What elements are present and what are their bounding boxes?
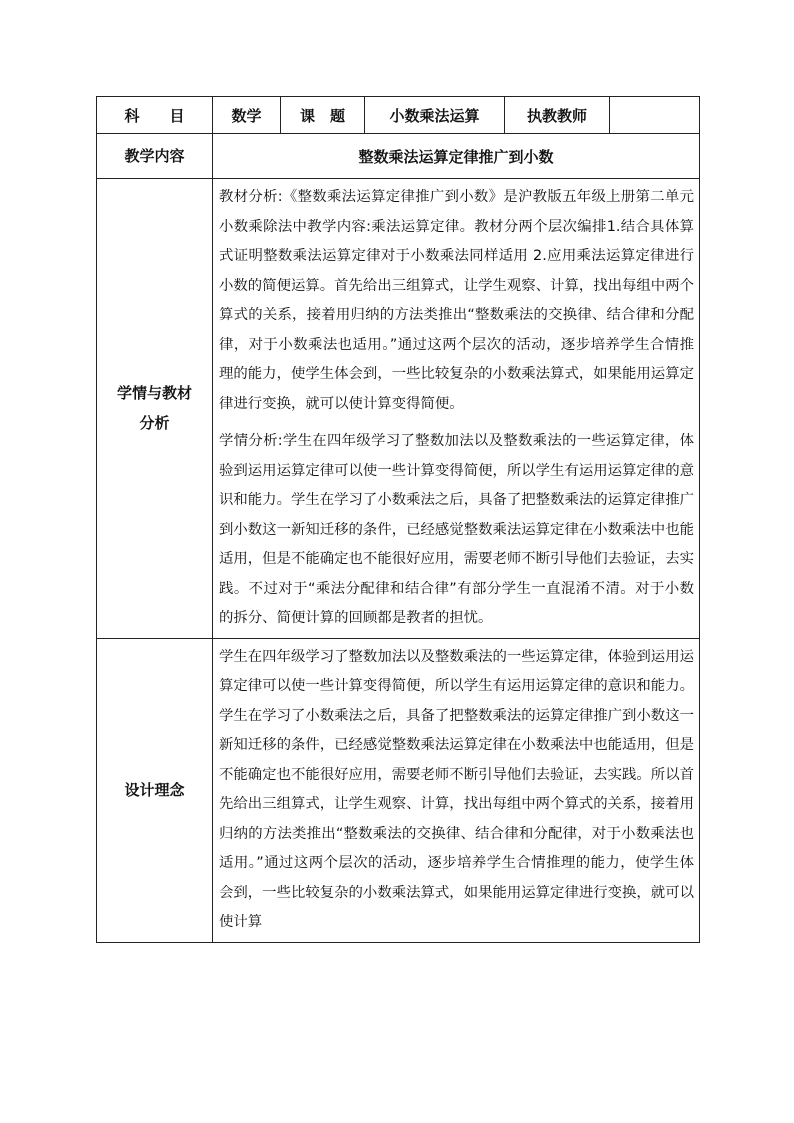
analysis-label	[97, 179, 213, 639]
design-label: 设计理念	[97, 638, 213, 942]
lesson-plan-table	[96, 96, 700, 943]
design-row	[97, 638, 700, 942]
topic-label: 课 题	[281, 97, 365, 134]
teaching-content-label: 教学内容	[97, 134, 213, 179]
design-paragraph: 学生在四年级学习了整数加法以及整数乘法的一些运算定律，体验到运用运算定律可以使一些计算变得简便，所以学生有运用运算定律的意识和能力。学生在学习了小数乘法之后，具备了把整数乘法的运算定律推广到小数这一新知迁移的条件，已经感觉整数乘法运算定律在小数乘法中也能适用，但是不能确定也不能很好应用，需要老师不断引导他们去验证，去实践。所以首先给出三组算式，让学生观察、计算，找出每组中两个算式的关系，接着用归纳的方法类推出“整数乘法的交换律、结合律和分配律，对于小数乘法也适用。”通过这两个层次的活动，逐步培养学生合情推理的能力，使学生体会到，一些比较复杂的小数乘法算式，如果能用运算定律进行变换，就可以使计算	[219, 648, 694, 930]
teaching-content-title: 整数乘法运算定律推广到小数	[213, 134, 700, 179]
subject-value: 数学	[213, 97, 281, 134]
teacher-value	[610, 97, 700, 134]
teaching-content-row	[97, 134, 700, 179]
textbook-analysis-paragraph: 教材分析:《整数乘法运算定律推广到小数》是沪教版五年级上册第二单元小数乘除法中教学内容:乘法运算定律。教材分两个层次编排1.结合具体算式证明整数乘法运算定律对于小数乘法同样适用 2.应用乘法运算定律进行小数的简便运算。首先给出三组算式，让学生观察、计算，找出每组中两个算式的关系，接着用归纳的方法类推出“整数乘法的交换律、结合律和分配律，对于小数乘法也适用。”通过这两个层次的活动，逐步培养学生合情推理的能力，使学生体会到，一些比较复杂的小数乘法算式，如果能用运算定律进行变换，就可以使计算变得简便。	[219, 189, 694, 412]
design-content	[213, 638, 700, 942]
header-row	[97, 97, 700, 134]
teacher-label: 执教教师	[505, 97, 610, 134]
analysis-label-line1: 学情与教材	[116, 384, 192, 403]
analysis-row	[97, 179, 700, 639]
student-analysis-paragraph: 学情分析:学生在四年级学习了整数加法以及整数乘法的一些运算定律，体验到运用运算定律可以使一些计算变得简便，所以学生有运用运算定律的意识和能力。学生在学习了小数乘法之后，具备了把整数乘法的运算定律推广到小数这一新知迁移的条件，已经感觉整数乘法运算定律在小数乘法中也能适用，但是不能确定也不能很好应用，需要老师不断引导他们去验证，去实践。不过对于“乘法分配律和结合律”有部分学生一直混淆不清。对于小数的拆分、简便计算的回顾都是教者的担忧。	[219, 433, 694, 626]
topic-value: 小数乘法运算	[365, 97, 505, 134]
analysis-content	[213, 179, 700, 639]
analysis-label-line2: 分析	[139, 414, 170, 433]
subject-label: 科 目	[97, 97, 213, 134]
